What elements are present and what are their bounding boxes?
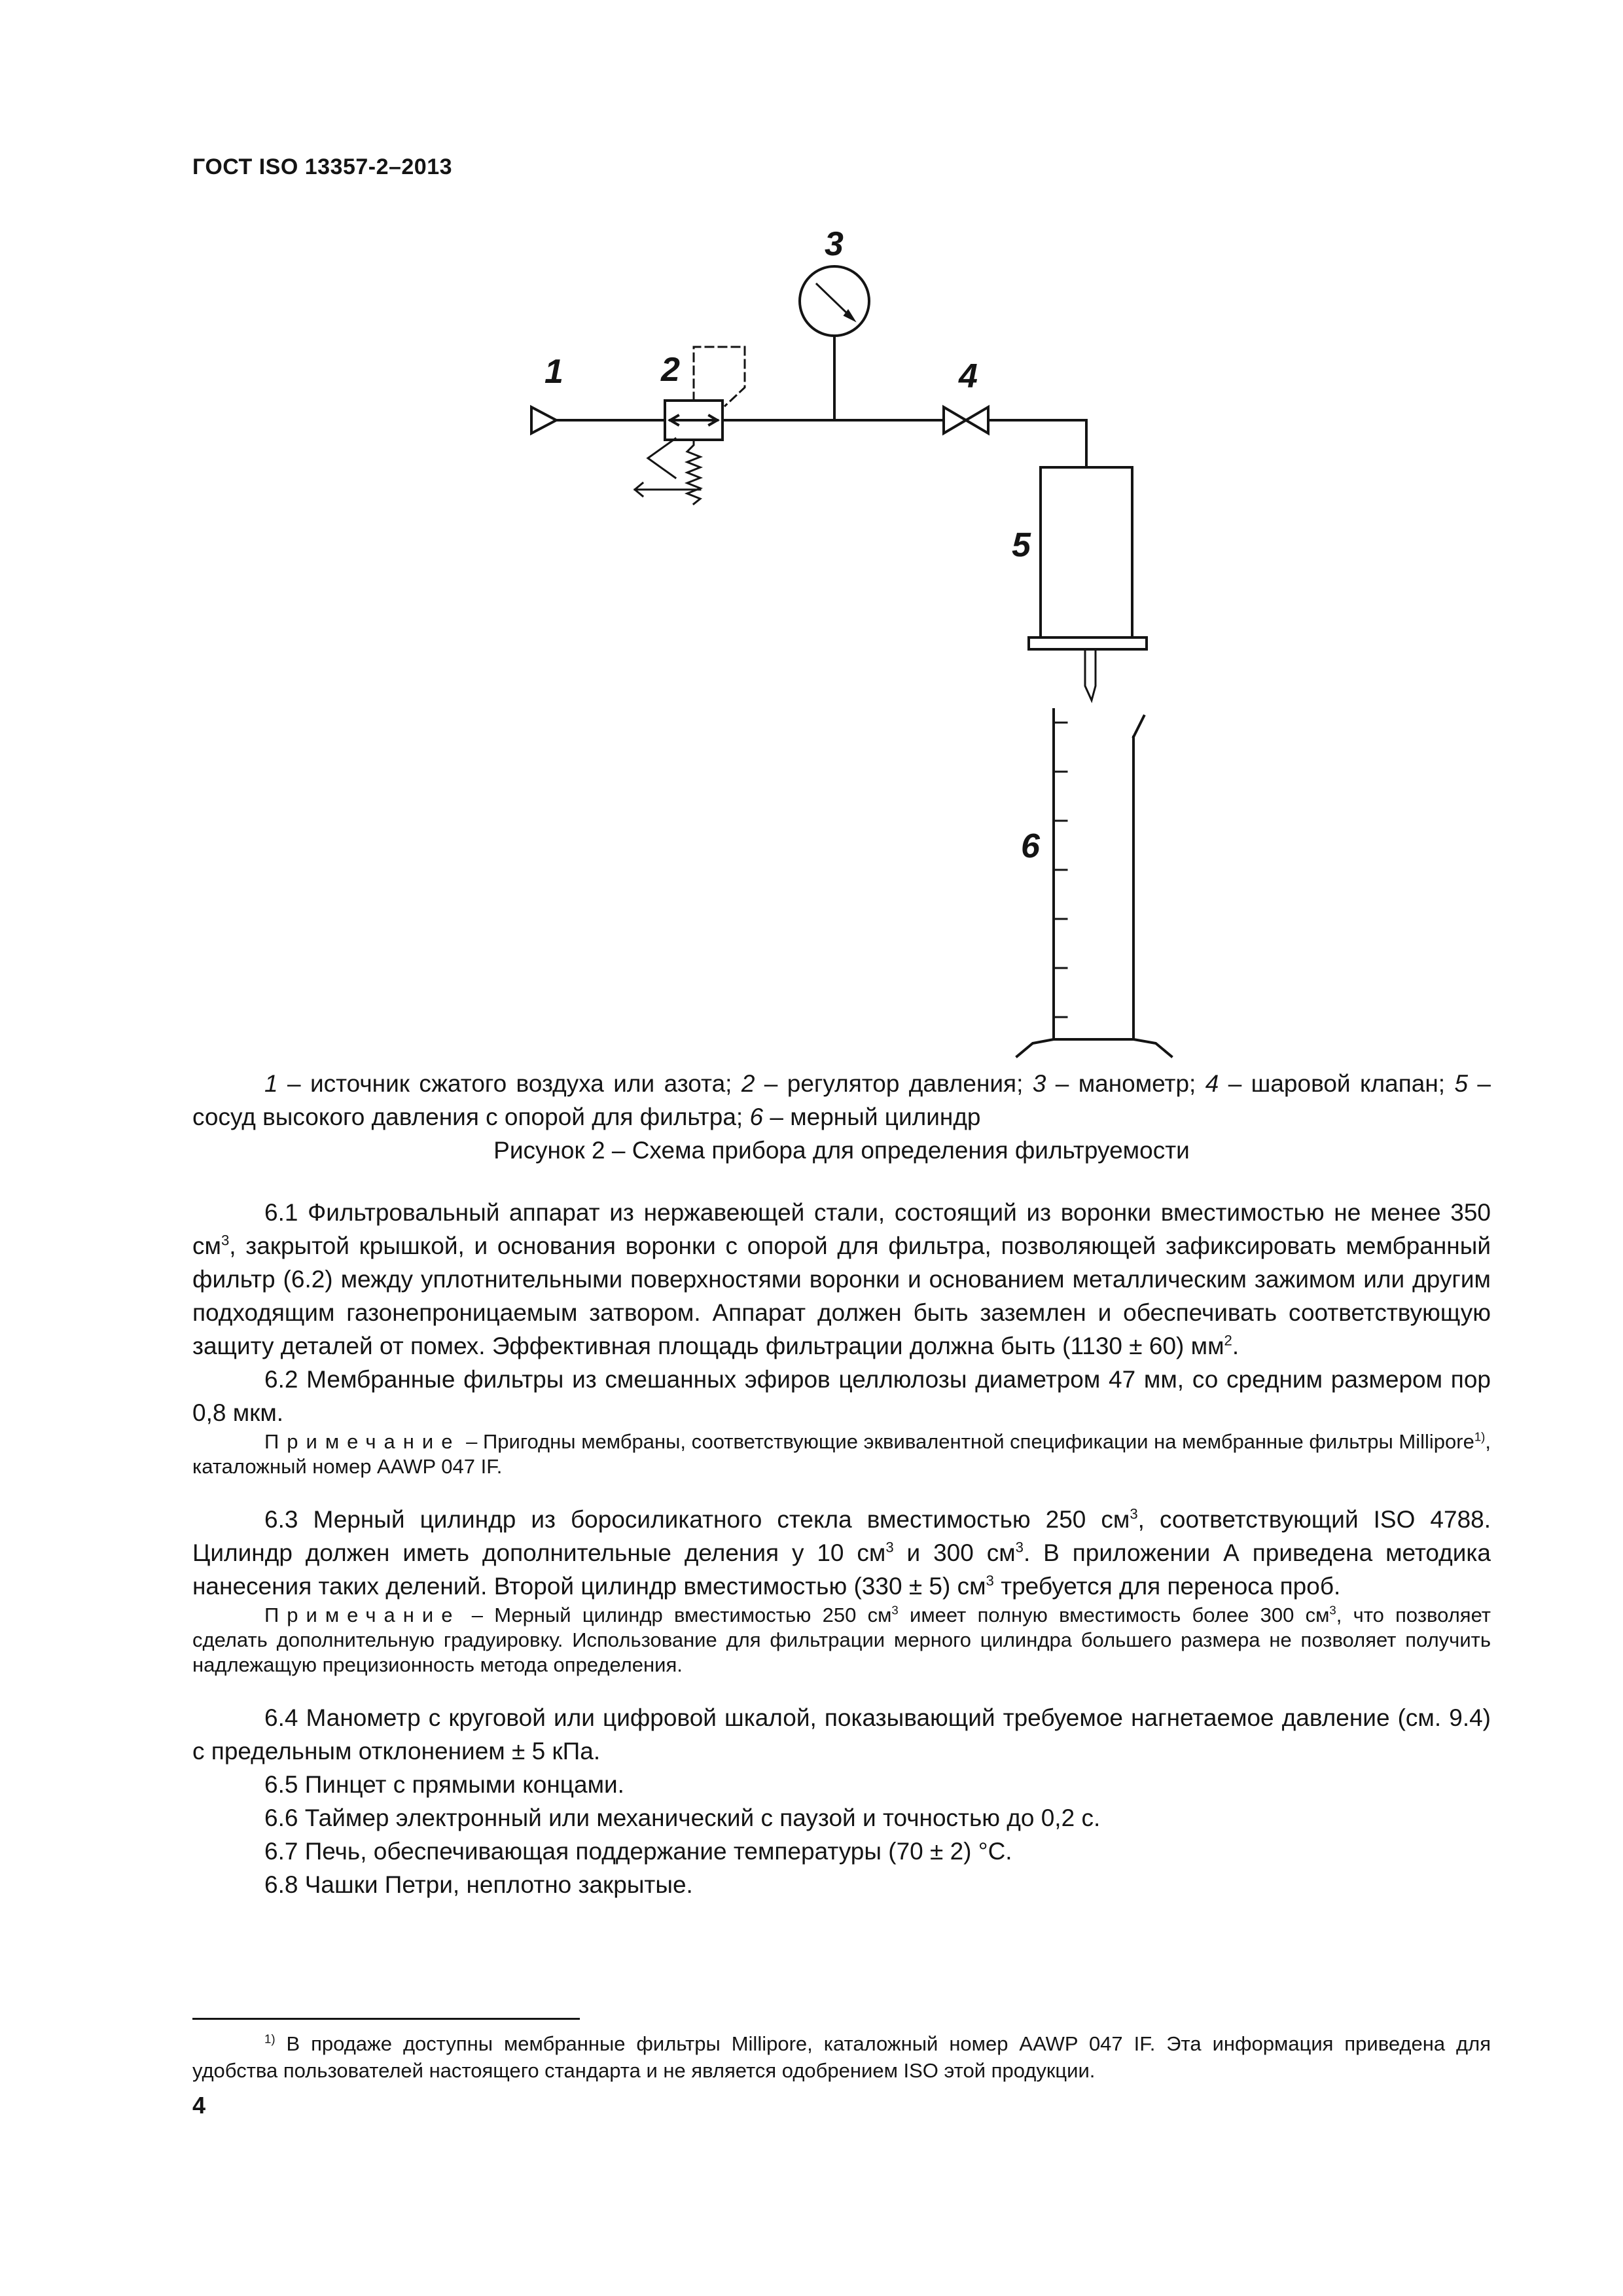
figure-label-5: 5 (1012, 526, 1031, 564)
air-source-symbol (531, 407, 556, 433)
figure-legend: 1 – источник сжатого воздуха или азота; 2 – регулятор давления; 3 – манометр; 4 – шаровой клапан; 5 – сосуд высокого давления с опорой для фильтра; 6 – мерный цилиндр (192, 1070, 1491, 1130)
footnote: $^{1)}$ В продаже доступны мембранные фильтры Millipore, каталожный номер AAWP 047 IF. Эта информация приведена для удобства пользователей настоящего стандарта и не является одобрением ISO этой продукции. (192, 2032, 1491, 2082)
document-code-header: ГОСТ ISO 13357-2–2013 (192, 154, 453, 179)
section-6-2: 6.2 Мембранные фильтры из смешанных эфиров целлюлозы диаметром 47 мм, со средним размером пор 0,8 мкм. (192, 1366, 1491, 1426)
note-6-3: Примечание – Мерный цилиндр вместимостью 250 $см^3$ имеет полную вместимость более 300 $см^3$, что позволяет сделать дополнительную градуировку. Использование для фильтрации мерного цилиндра большего размера не позволяет получить надлежащую прецизионность метода определения. (192, 1603, 1491, 1676)
figure-label-6: 6 (1021, 827, 1040, 865)
measuring-cylinder-symbol (1017, 709, 1171, 1056)
section-6-1: 6.1 Фильтровальный аппарат из нержавеющей стали, состоящий из воронки вместимостью не менее 350 $см^3$, закрытой крышкой, и основания воронки с опорой для фильтра, позволяющей зафиксировать мембранный фильтр (6.2) между уплотнительными поверхностями воронки и основанием металлическим зажимом или другим подходящим газонепроницаемым затвором. Аппарат должен быть заземлен и обеспечивать соответствующую защиту деталей от помех. Эффективная площадь фильтрации должна быть (1130 ± 60) $мм^2$. (192, 1199, 1491, 1359)
figure-legend-and-caption (192, 1067, 1491, 1167)
ball-valve-symbol (944, 407, 966, 433)
figure-caption: Рисунок 2 – Схема прибора для определения фильтруемости (493, 1137, 1190, 1164)
footnote-divider (192, 2018, 580, 2020)
page-number: 4 (192, 2092, 206, 2119)
section-6-6: 6.6 Таймер электронный или механический с паузой и точностью до 0,2 с. (264, 1804, 1101, 1831)
figure-apparatus-diagram (497, 216, 1191, 1067)
figure-label-3: 3 (825, 225, 844, 263)
section-6-3: 6.3 Мерный цилиндр из боросиликатного стекла вместимостью 250 $см^3$, соответствующий ISO 4788. Цилиндр должен иметь дополнительные деления у 10 $см^3$ и 300 $см^3$. В приложении А приведена методика нанесения таких делений. Второй цилиндр вместимостью (330 ± 5) $см^3$ требуется для переноса проб. (192, 1505, 1491, 1600)
apparatus-schematic (497, 216, 1191, 1067)
section-6-5: 6.5 Пинцет с прямыми концами. (264, 1771, 624, 1798)
section-6-8: 6.8 Чашки Петри, неплотно закрытые. (264, 1871, 693, 1898)
section-6-4: 6.4 Манометр с круговой или цифровой шкалой, показывающий требуемое нагнетаемое давление (см. 9.4) с предельным отклонением ± 5 кПа. (192, 1704, 1491, 1765)
figure-label-2: 2 (661, 351, 680, 389)
pressure-vessel-symbol (1041, 467, 1132, 637)
sections-body (192, 1196, 1491, 1901)
note-6-2: Примечание – Пригодны мембраны, соответствующие эквивалентной спецификации на мембранные фильтры Millipore$^{1)}$, каталожный номер AAWP 047 IF. (192, 1429, 1491, 1478)
figure-label-4: 4 (959, 357, 978, 395)
section-6-7: 6.7 Печь, обеспечивающая поддержание температуры (70 ± 2) °С. (264, 1838, 1012, 1865)
figure-label-1: 1 (544, 353, 563, 391)
